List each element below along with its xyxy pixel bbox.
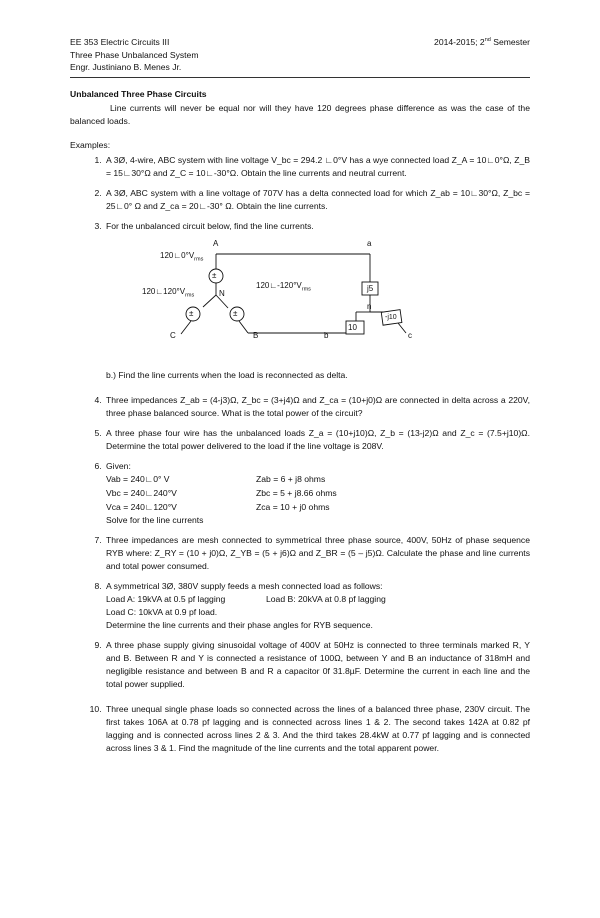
load-b: Load B: 20kVA at 0.8 pf lagging: [266, 593, 386, 604]
node-a-label: a: [367, 238, 372, 248]
node-N-label: N: [219, 288, 225, 298]
problem-9: [104, 639, 530, 691]
node-C-label: C: [170, 330, 176, 340]
impedance-c-label: -j10: [385, 313, 397, 321]
given-v-ca: Vca = 240∟120°V: [106, 501, 177, 512]
problem-4-text: Three impedances Z_ab = (4-j3)Ω, Z_bc = (3+j4)Ω and Z_ca = (10+j0)Ω are connected in delta across a 220V, three phase balanced source. What is the total power of the circuit?: [106, 394, 530, 418]
problem-2: [104, 187, 530, 213]
node-A-label: A: [213, 238, 219, 248]
node-n-label: n: [367, 301, 372, 311]
problem-10-text: Three unequal single phase loads so connected across the lines of a balanced three phase, 230V circuit. The first takes 106A at 0.78 pf lagging and is connected across lines 1 & 2. The second takes 142A at 0.82 pf lagging and is connected across lines 2 & 3. And the third takes 28.4kW at 0.77 pf lagging and is connected across lines 3 & 1. Find the magnitude of the line currents and the total apparent power.: [106, 703, 530, 753]
load-list: [106, 593, 530, 606]
problem-1: [104, 154, 530, 180]
problem-6: [104, 460, 530, 527]
header-rule: [70, 77, 530, 78]
given-z-bc: Zbc = 5 + j8.66 ohms: [256, 487, 337, 498]
given-values: [106, 473, 530, 514]
instructor-name: Engr. Justiniano B. Menes Jr.: [70, 62, 182, 72]
document-page: [70, 36, 530, 762]
source-a-label: $120∟0^\circ V_{rms}$: [160, 250, 204, 263]
circuit-diagram: [106, 237, 446, 367]
page-header: [70, 36, 530, 74]
section-title: Unbalanced Three Phase Circuits: [70, 88, 207, 99]
problem-7: [104, 534, 530, 573]
given-v-ab: Vab = 240∟0° V: [106, 473, 170, 484]
term-label: 2014-2015; 2nd Semester: [434, 37, 530, 47]
source-a-sign: ±: [212, 270, 217, 280]
topic-title: Three Phase Unbalanced System: [70, 49, 199, 60]
impedance-b-label: 10: [348, 322, 357, 332]
problem-8: [104, 580, 530, 632]
node-b-label: b: [324, 330, 329, 340]
problem-5-text: A three phase four wire has the unbalanced loads Z_a = (10+j10)Ω, Z_b = (13-j2)Ω and Z_c = (7.5+j10)Ω. Determine the total power delivered to the load if the line voltage is 208V.: [106, 427, 530, 451]
problem-3-text: For the unbalanced circuit below, find the line currents.: [106, 220, 314, 231]
examples-label: Examples:: [70, 139, 111, 150]
given-v-bc: Vbc = 240∟240°V: [106, 487, 177, 498]
section-intro: Line currents will never be equal nor will they have 120 degrees phase difference as was the case of the balanced loads.: [70, 102, 530, 126]
source-b-label: $120∟-120^\circ V_{rms}$: [256, 280, 311, 293]
load-a: Load A: 19kVA at 0.5 pf lagging: [106, 593, 226, 604]
problem-2-text: A 3Ø, ABC system with a line voltage of 707V has a delta connected load for which Z_ab = 10∟30°Ω, Z_bc = 25∟0° Ω and Z_ca = 20∟-30° Ω. Obtain the line currents.: [106, 187, 530, 211]
impedance-a-label: j5: [367, 283, 374, 293]
source-c-sign: ±: [189, 308, 194, 318]
source-c-label: $120∟120^\circ V_{rms}$: [142, 286, 195, 299]
problem-5: [104, 427, 530, 453]
problem-4: [104, 394, 530, 420]
problem-9-text: A three phase supply giving sinusoidal voltage of 400V at 50Hz is connected to three terminals marked R, Y and B. Between R and Y is connected a resistance of 100Ω, between Y and B an inductance of 318mH and negligible resistance and between B and R a capacitor 0f 31.8µF. Determine the current in each line and the total power supplied.: [106, 639, 530, 689]
problem-10: [104, 703, 530, 755]
problem-6-task: Solve for the line currents: [106, 514, 204, 525]
problem-list: [70, 154, 530, 755]
problem-3: [104, 220, 530, 382]
problem-7-text: Three impedances are mesh connected to symmetrical three phase source, 400V, 50Hz of phase sequence RYB where: Z_RY = (10 + j0)Ω, Z_YB = (5 + j6)Ω and Z_BR = (5 – j5)Ω. Calculate the phase and line currents and total power consumed.: [106, 534, 530, 571]
problem-1-text: A 3Ø, 4-wire, ABC system with line voltage V_bc = 294.2 ∟0°V has a wye connected load Z_A = 10∟0°Ω, Z_B = 15∟30°Ω and Z_C = 10∟-30°Ω. Obtain the line currents and neutral current.: [106, 154, 530, 178]
load-c: Load C: 10kVA at 0.9 pf load.: [106, 606, 218, 617]
problem-8-text: 8. A symmetrical 3Ø, 380V supply feeds a mesh connected load as follows:: [106, 580, 383, 591]
source-b-sign: ±: [233, 308, 238, 318]
given-z-ab: Zab = 6 + j8 ohms: [256, 473, 326, 484]
node-c-label: c: [408, 330, 412, 340]
given-z-ca: Zca = 10 + j0 ohms: [256, 501, 330, 512]
problem-3-part-b: b.) Find the line currents when the load is reconnected as delta.: [106, 369, 348, 380]
header-left: [70, 36, 199, 74]
problem-6-text: 6. Given:: [106, 460, 131, 471]
problem-8-task: Determine the line currents and their phase angles for RYB sequence.: [106, 619, 373, 630]
circuit-wires: [106, 237, 446, 367]
course-title: EE 353 Electric Circuits III: [70, 37, 170, 47]
node-B-label: B: [253, 330, 259, 340]
